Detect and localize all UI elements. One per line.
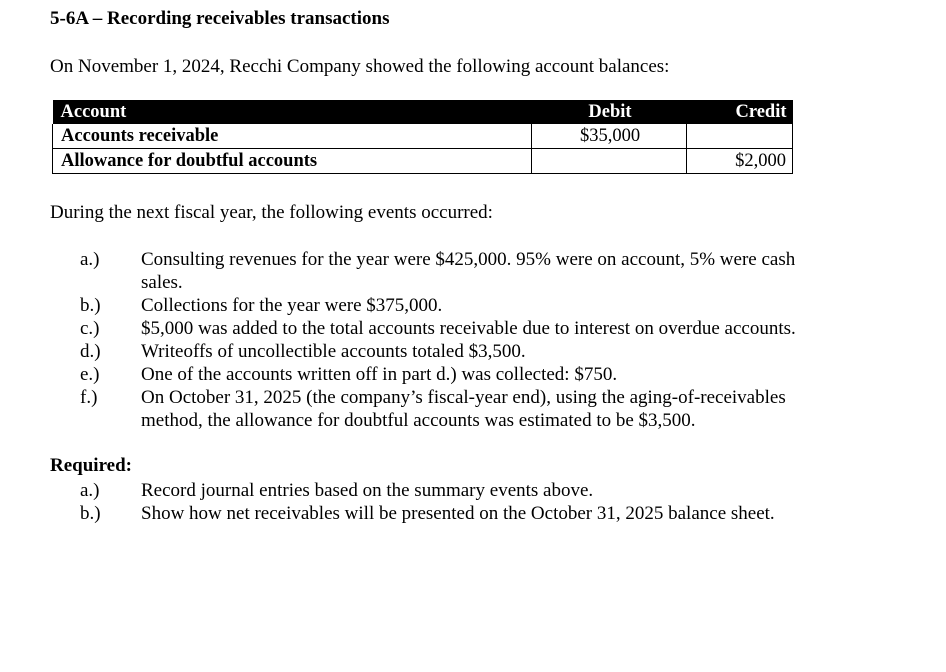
event-text: $5,000 was added to the total accounts receivable due to interest on overdue accounts. bbox=[141, 318, 796, 339]
required-heading: Required: bbox=[50, 455, 132, 476]
list-item bbox=[80, 340, 811, 363]
list-item bbox=[80, 502, 841, 525]
list-marker: f.) bbox=[80, 387, 98, 408]
list-item bbox=[80, 363, 811, 386]
intro-text: On November 1, 2024, Recchi Company showed the following account balances: bbox=[50, 56, 670, 77]
required-text: Record journal entries based on the summary events above. bbox=[141, 480, 594, 501]
row-debit: $35,000 bbox=[532, 124, 687, 149]
events-intro-text: During the next fiscal year, the following events occurred: bbox=[50, 202, 493, 223]
list-marker: b.) bbox=[80, 503, 101, 524]
table-header-row bbox=[53, 100, 793, 124]
row-debit bbox=[532, 149, 687, 174]
header-debit: Debit bbox=[532, 100, 687, 124]
list-marker: e.) bbox=[80, 364, 100, 385]
list-marker: d.) bbox=[80, 341, 101, 362]
event-text: Consulting revenues for the year were $425,000. 95% were on account, 5% were cash sales. bbox=[141, 249, 796, 293]
required-text: Show how net receivables will be presented on the October 31, 2025 balance sheet. bbox=[141, 503, 775, 524]
problem-title: 5-6A – Recording receivables transactions bbox=[50, 8, 390, 29]
list-item bbox=[80, 479, 841, 502]
list-item bbox=[80, 386, 811, 432]
event-text: Writeoffs of uncollectible accounts totaled $3,500. bbox=[141, 341, 526, 362]
event-text: One of the accounts written off in part d.) was collected: $750. bbox=[141, 364, 618, 385]
account-balances-table bbox=[52, 100, 793, 174]
row-account: Allowance for doubtful accounts bbox=[53, 149, 532, 174]
row-account: Accounts receivable bbox=[53, 124, 532, 149]
table-row bbox=[53, 149, 793, 174]
list-item bbox=[80, 248, 811, 294]
row-credit bbox=[687, 124, 793, 149]
event-text: Collections for the year were $375,000. bbox=[141, 295, 443, 316]
event-text: On October 31, 2025 (the company’s fiscal-year end), using the aging-of-receivables method, the allowance for doubtful accounts was estimated to be $3,500. bbox=[141, 387, 786, 431]
list-item bbox=[80, 317, 811, 340]
list-item bbox=[80, 294, 811, 317]
list-marker: b.) bbox=[80, 295, 101, 316]
header-credit: Credit bbox=[687, 100, 793, 124]
list-marker: a.) bbox=[80, 249, 100, 270]
required-list bbox=[80, 479, 841, 525]
events-list bbox=[80, 248, 811, 432]
row-credit: $2,000 bbox=[687, 149, 793, 174]
table-row bbox=[53, 124, 793, 149]
list-marker: c.) bbox=[80, 318, 100, 339]
list-marker: a.) bbox=[80, 480, 100, 501]
header-account: Account bbox=[53, 100, 532, 124]
